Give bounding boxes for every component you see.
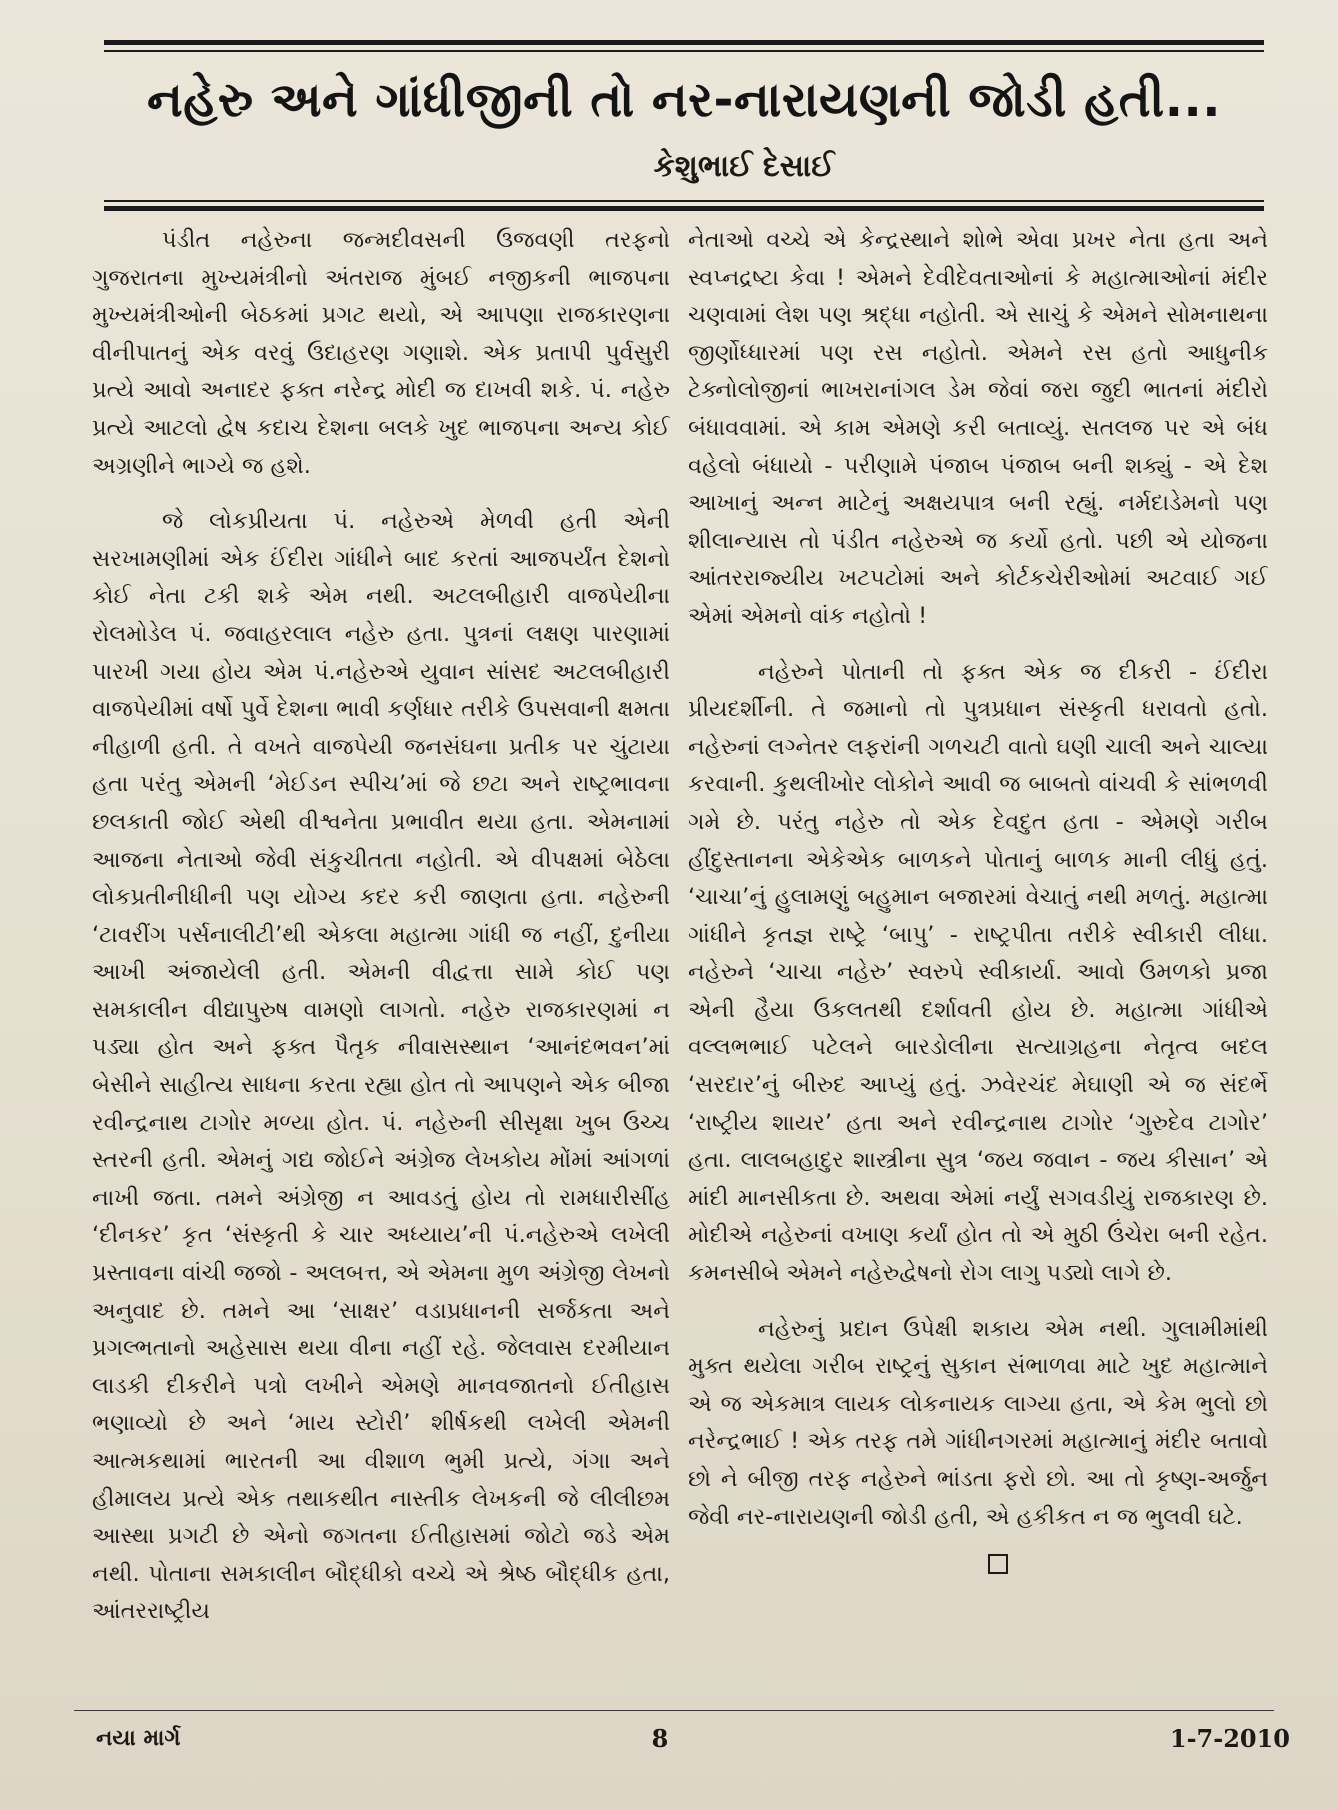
article-title: નહેરુ અને ગાંધીજીની તો નર-નારાયણની જોડી હતી... (147, 72, 1221, 128)
footer-rule (74, 1710, 1274, 1711)
page-number: 8 (651, 1724, 669, 1753)
article-column-right (688, 222, 1268, 1682)
article-column-left (92, 222, 670, 1682)
issue-date: 1-7-2010 (1169, 1724, 1290, 1753)
article-author: કેશુભાઈ દેસાઈ (653, 149, 835, 184)
article-paragraph: જે લોકપ્રીયતા પં. નહેરુએ મેળવી હતી એની સરખામણીમાં એક ઈંદીરા ગાંધીને બાદ કરતાં આજપર્યંત દેશનો કોઈ નેતા ટકી શકે એમ નથી. અટલબીહારી વાજપેયીના રોલમોડેલ પં. જવાહરલાલ નહેરુ હતા. પુત્રનાં લક્ષણ પારણામાં પારખી ગયા હોય એમ પં.નહેરુએ યુવાન સાંસદ અટલબીહારી વાજપેયીમાં વર્ષો પુર્વે દેશના ભાવી કર્ણધાર તરીકે ઉપસવાની ક્ષમતા નીહાળી હતી. તે વખતે વાજપેયી જનસંઘના પ્રતીક પર ચુંટાયા હતા પરંતુ એમની ‘મેઈડન સ્પીચ’માં જે છટા અને રાષ્ટ્રભાવના છલકાતી જોઈ એથી વીશ્વનેતા પ્રભાવીત થયા હતા. એમનામાં આજના નેતાઓ જેવી સંકુચીતતા નહોતી. એ વીપક્ષમાં બેઠેલા લોકપ્રતીનીધીની પણ યોગ્ય કદર કરી જાણતા હતા. નહેરુની ‘ટાવરીંગ પર્સનાલીટી’થી એકલા મહાત્મા ગાંધી જ નહીં, દુનીયા આખી અંજાયેલી હતી. એમની વીદ્વત્તા સામે કોઈ પણ સમકાલીન વીદ્યાપુરુષ વામણો લાગતો. નહેરુ રાજકારણમાં ન પડ્યા હોત અને ફક્ત પૈતૃક નીવાસસ્થાન ‘આનંદભવન’માં બેસીને સાહીત્ય સાધના કરતા રહ્યા હોત તો આપણને એક બીજા રવીન્દ્રનાથ ટાગોર મળ્યા હોત. પં. નહેરુની સીસૃક્ષા ખુબ ઉચ્ચ સ્તરની હતી. એમનું ગદ્ય જોઈને અંગ્રેજ લેખકોય મોંમાં આંગળાં નાખી જતા. તમને અંગ્રેજી ન આવડતું હોય તો રામધારીસીંહ ‘દીનકર’ કૃત ‘સંસ્કૃતી કે ચાર અધ્યાય’ની પં.નહેરુએ લખેલી પ્રસ્તાવના વાંચી જજો - અલબત્ત, એ એમના મુળ અંગ્રેજી લેખનો અનુવાદ છે. તમને આ ‘સાક્ષર’ વડાપ્રધાનની સર્જકતા અને પ્રગલ્ભતાનો અહેસાસ થયા વીના નહીં રહે. જેલવાસ દરમીયાન લાડકી દીકરીને પત્રો લખીને એમણે માનવજાતનો ઈતીહાસ ભણાવ્યો છે અને ‘માય સ્ટોરી’ શીર્ષકથી લખેલી એમની આત્મકથામાં ભારતની આ વીશાળ ભુમી પ્રત્યે, ગંગા અને હીમાલય પ્રત્યે એક તથાકથીત નાસ્તીક લેખકની જે લીલીછમ આસ્થા પ્રગટી છે એનો જગતના ઈતીહાસમાં જોટો જડે એમ નથી. પોતાના સમકાલીન બૌદ્ધીકો વચ્ચે એ શ્રેષ્ઠ બૌદ્ધીક હતા, આંતરરાષ્ટ્રીય (92, 508, 670, 1625)
article-paragraph: નહેરુને પોતાની તો ફક્ત એક જ દીકરી - ઈંદીરા પ્રીયદર્શીની. તે જમાનો તો પુત્રપ્રધાન સંસ્કૃતી ધરાવતો હતો. નહેરુનાં લગ્નેતર લફરાંની ગળચટી વાતો ઘણી ચાલી અને ચાલ્યા કરવાની. કુથલીખોર લોકોને આવી જ બાબતો વાંચવી કે સાંભળવી ગમે છે. પરંતુ નહેરુ તો એક દેવદુત હતા - એમણે ગરીબ હીંદુસ્તાનના એકેએક બાળકને પોતાનું બાળક માની લીધું હતું. ‘ચાચા’નું હુલામણું બહુમાન બજારમાં વેચાતું નથી મળતું. મહાત્મા ગાંધીને કૃતજ્ઞ રાષ્ટ્રે ‘બાપુ’ - રાષ્ટ્રપીતા તરીકે સ્વીકારી લીધા. નહેરુને ‘ચાચા નહેરુ’ સ્વરુપે સ્વીકાર્યા. આવો ઉમળકો પ્રજા એની હૈયા ઉકલતથી દર્શાવતી હોય છે. મહાત્મા ગાંધીએ વલ્લભભાઈ પટેલને બારડોલીના સત્યાગ્રહના નેતૃત્વ બદલ ‘સરદાર’નું બીરુદ આપ્યું હતું. ઝવેરચંદ મેઘાણી એ જ સંદર્ભે ‘રાષ્ટ્રીય શાયર’ હતા અને રવીન્દ્રનાથ ટાગોર ‘ગુરુદેવ ટાગોર’ હતા. લાલબહાદુર શાસ્ત્રીના સુત્ર ‘જય જવાન - જય કીસાન’ એ માંદી માનસીકતા છે. અથવા એમાં નર્યું સગવડીયું રાજકારણ છે. મોદીએ નહેરુનાં વખાણ કર્યાં હોત તો એ મુઠી ઉંચેરા બની રહેત. કમનસીબે એમને નહેરુદ્વેષનો રોગ લાગુ પડ્યો લાગે છે. (688, 658, 1268, 1287)
header-rule-top (104, 40, 1264, 45)
header-rule-bottom (104, 206, 1264, 211)
article-paragraph: પંડીત નહેરુના જન્મદીવસની ઉજવણી તરફનો ગુજરાતના મુખ્યમંત્રીનો અંતરાજ મુંબઈ નજીકની ભાજપના મુખ્યમંત્રીઓની બેઠકમાં પ્રગટ થયો, એ આપણા રાજકારણના વીનીપાતનું એક વરવું ઉદાહરણ ગણાશે. એક પ્રતાપી પુર્વસુરી પ્રત્યે આવો અનાદર ફક્ત નરેન્દ્ર મોદી જ દાખવી શકે. પં. નહેરુ પ્રત્યે આટલો દ્વેષ કદાચ દેશના બલકે ખુદ ભાજપના અન્ય કોઈ અગ્રણીને ભાગ્યે જ હશે. (92, 227, 670, 479)
article-paragraph-continued: નેતાઓ વચ્ચે એ કેન્દ્રસ્થાને શોભે એવા પ્રખર નેતા હતા અને સ્વપ્નદ્રષ્ટા કેવા ! એમને દેવીદેવતાઓનાં કે મહાત્માઓનાં મંદીર ચણવામાં લેશ પણ શ્રદ્ધા નહોતી. એ સાચું કે એમને સોમનાથના જીર્ણોધ્ધારમાં પણ રસ નહોતો. એમને રસ હતો આધુનીક ટેક્નોલોજીનાં ભાખરાનાંગલ ડેમ જેવાં જરા જુદી ભાતનાં મંદીરો બંધાવવામાં. એ કામ એમણે કરી બતાવ્યું. સતલજ પર એ બંધ વહેલો બંધાયો - પરીણામે પંજાબ પંજાબ બની શક્યું - એ દેશ આખાનું અન્ન માટેનું અક્ષયપાત્ર બની રહ્યું. નર્મદાડેમનો પણ શીલાન્યાસ તો પંડીત નહેરુએ જ કર્યો હતો. પછી એ યોજના આંતરરાજ્યીય ખટપટોમાં અને કોર્ટકચેરીઓમાં અટવાઈ ગઈ એમાં એમનો વાંક નહોતો ! (688, 227, 1268, 629)
end-of-article-mark (988, 1554, 1008, 1574)
header-rule-top-thin (104, 50, 1264, 52)
publication-name: નયા માર્ગ (96, 1726, 181, 1751)
article-paragraph: નહેરુનું પ્રદાન ઉપેક્ષી શકાય એમ નથી. ગુલામીમાંથી મુક્ત થયેલા ગરીબ રાષ્ટ્રનું સુકાન સંભાળવા માટે ખુદ મહાત્માને એ જ એકમાત્ર લાયક લોકનાયક લાગ્યા હતા, એ કેમ ભુલો છો નરેન્દ્રભાઈ ! એક તરફ તમે ગાંધીનગરમાં મહાત્માનું મંદીર બતાવો છો ને બીજી તરફ નહેરુને ભાંડતા ફરો છો. આ તો કૃષ્ણ-અર્જુન જેવી નર-નારાયણની જોડી હતી, એ હકીકત ન જ ભુલવી ઘટે. (688, 1315, 1268, 1530)
header-rule-bottom-thin (104, 200, 1264, 202)
